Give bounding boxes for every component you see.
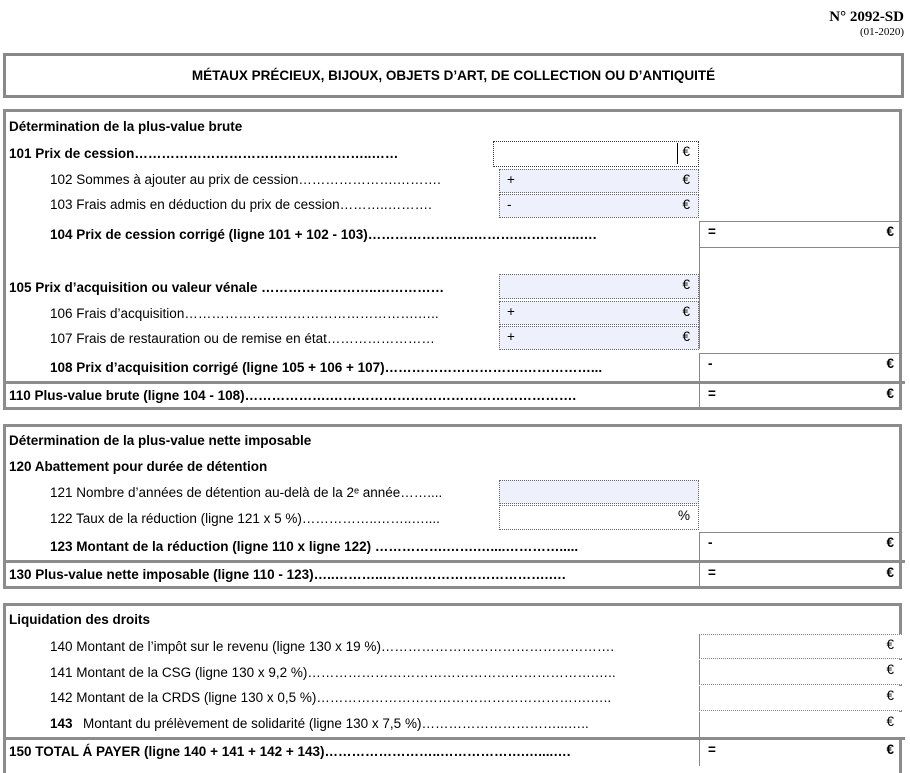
line-105-input[interactable] [499,274,699,299]
line-143-input[interactable] [699,712,902,737]
line-150-label: 150 TOTAL Á PAYER (ligne 140 + 141 + 142 + 143)……………………..……………….…....…. [9,744,571,759]
plus-sign: + [507,329,515,344]
line-103-input[interactable] [499,194,699,218]
euro-sign: € [682,304,690,319]
line-120-label: 120 Abattement pour durée de détention [9,459,268,474]
euro-sign: € [886,386,894,401]
line-108-label: 108 Prix d’acquisition corrigé (ligne 105 + 106 + 107)………………………….……………... [50,360,603,375]
line-121-input[interactable] [499,480,699,504]
line-107-label: 107 Frais de restauration ou de remise en état…………………… [50,331,435,346]
line-140-input[interactable] [699,634,902,659]
percent-sign: % [677,508,690,523]
line-107-input[interactable] [499,326,699,350]
line-140-label: 140 Montant de l’impôt sur le revenu (ligne 130 x 19 %)……………………………………………. [50,639,615,654]
equals-sign: = [708,565,716,580]
euro-sign: € [886,356,894,371]
minus-sign: - [708,535,713,550]
euro-sign: € [886,714,894,729]
line-130-result[interactable] [699,563,902,586]
text-cursor [677,143,678,164]
line-103-label: 103 Frais admis en déduction du prix de cession………..………. [50,197,432,212]
line-108-result[interactable] [699,353,902,381]
plus-sign: + [507,304,515,319]
form-number-block [829,9,904,38]
line-143-label: Montant du prélèvement de solidarité (ligne 130 x 7,5 %)…………………………...….. [83,716,589,731]
line-130-label: 130 Plus-value nette imposable (ligne 110 - 123)…..………..……………………………….…. [9,567,566,582]
euro-sign: € [682,329,690,344]
line-110-label: 110 Plus-value brute (ligne 104 - 108)……………….………………………………………………. [9,388,577,403]
line-123-label: 123 Montant de la réduction (ligne 110 x ligne 122) …………….…….…....…………..... [50,539,579,554]
line-106-label: 106 Frais d’acquisition…………………………………………….….. [50,306,439,321]
line-104-label: 104 Prix de cession corrigé (ligne 101 + 102 - 103)……………….…..……….…………..…. [50,227,597,242]
line-105-label: 105 Prix d’acquisition ou valeur vénale ……………………..…………… [9,280,445,295]
euro-sign: € [682,197,690,212]
line-102-input[interactable] [499,169,699,193]
line-142-label: 142 Montant de la CRDS (ligne 130 x 0,5 %)…………………………………………………….….. [50,690,612,705]
form-date: (01-2020) [860,26,904,38]
title-box [3,53,904,98]
plus-sign: + [507,172,515,187]
line-102-label: 102 Sommes à ajouter au prix de cession………………….………. [50,172,441,187]
section1-heading: Détermination de la plus-value brute [9,119,243,134]
section3-heading: Liquidation des droits [9,612,150,627]
euro-sign: € [886,637,894,652]
euro-sign: € [886,224,894,239]
column-divider [699,248,700,349]
euro-sign: € [886,565,894,580]
section2-heading: Détermination de la plus-value nette imposable [9,433,312,448]
euro-sign: € [886,742,894,757]
line-110-result[interactable] [699,384,902,407]
line-121-label: 121 Nombre d’années de détention au-delà de la 2ᵉ année…….... [50,485,443,500]
line-104-result[interactable] [699,221,902,248]
equals-sign: = [708,742,716,757]
line-143-number: 143 [50,716,73,731]
line-106-input[interactable] [499,301,699,325]
line-122-input[interactable] [499,505,699,530]
euro-sign: € [886,535,894,550]
line-101-input[interactable] [493,141,699,167]
page-title: MÉTAUX PRÉCIEUX, BIJOUX, OBJETS D’ART, DE COLLECTION OU D’ANTIQUITÉ [191,68,716,83]
euro-sign: € [682,277,690,292]
euro-sign: € [682,172,690,187]
line-150-result[interactable] [699,740,902,766]
euro-sign: € [886,662,894,677]
minus-sign: - [507,197,512,212]
line-122-label: 122 Taux de la réduction (ligne 121 x 5 %)……………..……..….... [50,511,440,526]
line-101-label: 101 Prix de cession……………………………………………..…… [9,146,399,161]
euro-sign: € [682,144,690,159]
minus-sign: - [708,356,713,371]
equals-sign: = [708,386,716,401]
form-number: N° 2092-SD [829,9,904,25]
equals-sign: = [708,224,716,239]
euro-sign: € [886,688,894,703]
line-142-input[interactable] [699,686,902,711]
line-123-result[interactable] [699,532,902,560]
line-141-input[interactable] [699,660,902,685]
line-141-label: 141 Montant de la CSG (ligne 130 x 9,2 %)……………………………………………………….….. [50,665,616,680]
